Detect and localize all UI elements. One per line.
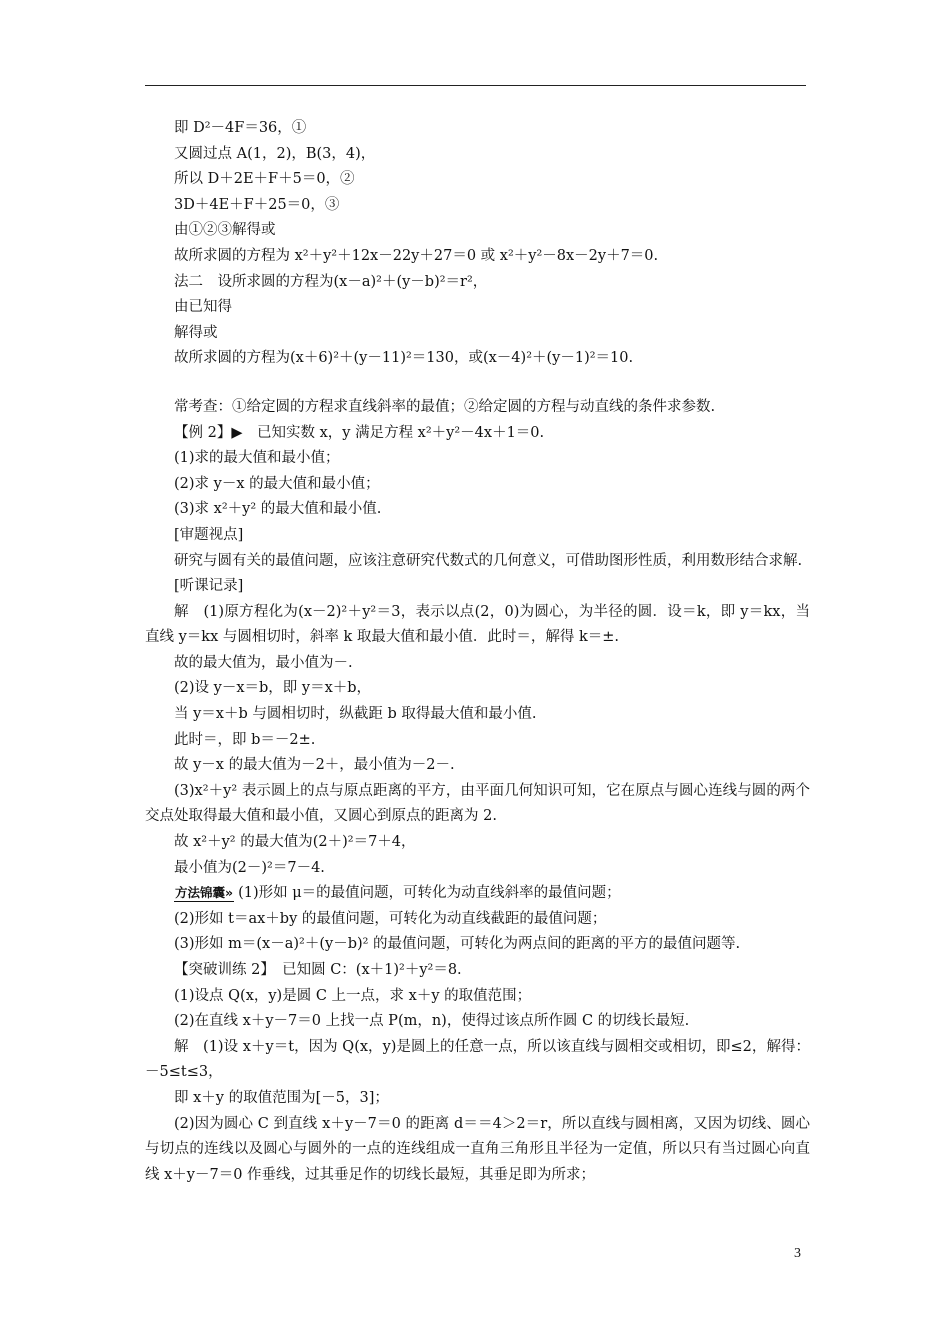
text-line: 又圆过点 A(1，2)，B(3，4)， — [174, 145, 376, 162]
text-line: 由①②③解得或 — [174, 222, 276, 239]
text-line: (1)求的最大值和最小值； — [174, 450, 340, 467]
text-line: (2)设 y－x＝b，即 y＝x＋b， — [174, 680, 372, 697]
exercise-heading: 【突破训练 2】 已知圆 C：(x＋1)²＋y²＝8. — [174, 962, 462, 978]
text-line: 所以 D＋2E＋F＋5＝0，② — [174, 171, 355, 188]
section-label: [听课记录] — [174, 578, 244, 595]
text-line: 即 x＋y 的取值范围为[－5，3]； — [174, 1089, 389, 1106]
text-line: 最小值为(2－)²＝7－4. — [174, 859, 325, 876]
text-line: (3)形如 m＝(x－a)²＋(y－b)² 的最值问题，可转化为两点间的距离的平方的最值问题等. — [174, 936, 741, 953]
header-rule — [145, 85, 806, 86]
text-line: 故 y－x 的最大值为－2＋，最小值为－2－. — [174, 757, 455, 774]
text-line: (2)形如 t＝ax＋by 的最值问题，可转化为动直线截距的最值问题； — [174, 910, 607, 927]
text-line: 由已知得 — [174, 299, 232, 316]
section-gap — [145, 372, 810, 395]
text-line: 常考查：①给定圆的方程求直线斜率的最值；②给定圆的方程与动直线的条件求参数. — [174, 398, 716, 415]
text-line: (3)求 x²＋y² 的最大值和最小值. — [174, 501, 382, 518]
text-line: 故的最大值为，最小值为－. — [174, 654, 353, 671]
text-paragraph: (2)因为圆心 C 到直线 x＋y－7＝0 的距离 d＝＝4＞2＝r，所以直线与圆相离，又因为切线、圆心与切点的连线以及圆心与圆外的一点的连线组成一直角三角形且半径为一定值，所以只有当过圆心向直线 x＋y－7＝0 作垂线，过其垂足作的切线长最短，其垂足即为所求； — [145, 1115, 810, 1183]
text-line: (2)求 y－x 的最大值和最小值； — [174, 475, 380, 492]
text-line: 3D＋4E＋F＋25＝0，③ — [174, 196, 340, 213]
text-line: 即 D²－4F＝36，① — [174, 120, 307, 136]
text-line: 故所求圆的方程为(x＋6)²＋(y－11)²＝130，或(x－4)²＋(y－1)²＝10. — [174, 350, 634, 367]
method-badge: 方法锦囊» — [175, 885, 234, 901]
text-paragraph: (3)x²＋y² 表示圆上的点与原点距离的平方，由平面几何知识可知，它在原点与圆心连线与圆的两个交点处取得最大值和最小值，又圆心到原点的距离为 2. — [145, 782, 810, 825]
text-line: 解得或 — [174, 324, 218, 341]
text-line: 法二 设所求圆的方程为(x－a)²＋(y－b)²＝r²， — [174, 273, 488, 290]
page-number: 3 — [794, 1246, 801, 1261]
example-heading: 【例 2】▶ 已知实数 x，y 满足方程 x²＋y²－4x＋1＝0. — [174, 424, 545, 441]
method-text: (1)形如 μ＝的最值问题，可转化为动直线斜率的最值问题； — [238, 885, 621, 902]
text-line: 故所求圆的方程为 x²＋y²＋12x－22y＋27＝0 或 x²＋y²－8x－2y＋7＝0. — [174, 247, 659, 264]
text-paragraph: 研究与圆有关的最值问题，应该注意研究代数式的几何意义，可借助图形性质，利用数形结合求解. — [174, 552, 803, 569]
text-line: 故 x²＋y² 的最大值为(2＋)²＝7＋4， — [174, 834, 416, 851]
text-line: (1)设点 Q(x，y)是圆 C 上一点，求 x＋y 的取值范围； — [174, 987, 532, 1004]
text-line: 此时＝，即 b＝－2±. — [174, 731, 316, 748]
page-body — [145, 116, 810, 1188]
text-line: (2)在直线 x＋y－7＝0 上找一点 P(m，n)，使得过该点所作圆 C 的切线长最短. — [174, 1013, 690, 1030]
method-tip-line — [145, 881, 810, 907]
text-paragraph: 解 (1)设 x＋y＝t，因为 Q(x，y)是圆上的任意一点，所以该直线与圆相交或相切，即≤2，解得：－5≤t≤3， — [145, 1038, 810, 1081]
text-line: 当 y＝x＋b 与圆相切时，纵截距 b 取得最大值和最小值. — [174, 706, 537, 723]
text-paragraph: 解 (1)原方程化为(x－2)²＋y²＝3，表示以点(2，0)为圆心，为半径的圆．设＝k，即 y＝kx，当直线 y＝kx 与圆相切时，斜率 k 取最大值和最小值．此时＝，解得 k＝±. — [145, 603, 810, 646]
section-label: [审题视点] — [174, 526, 244, 543]
